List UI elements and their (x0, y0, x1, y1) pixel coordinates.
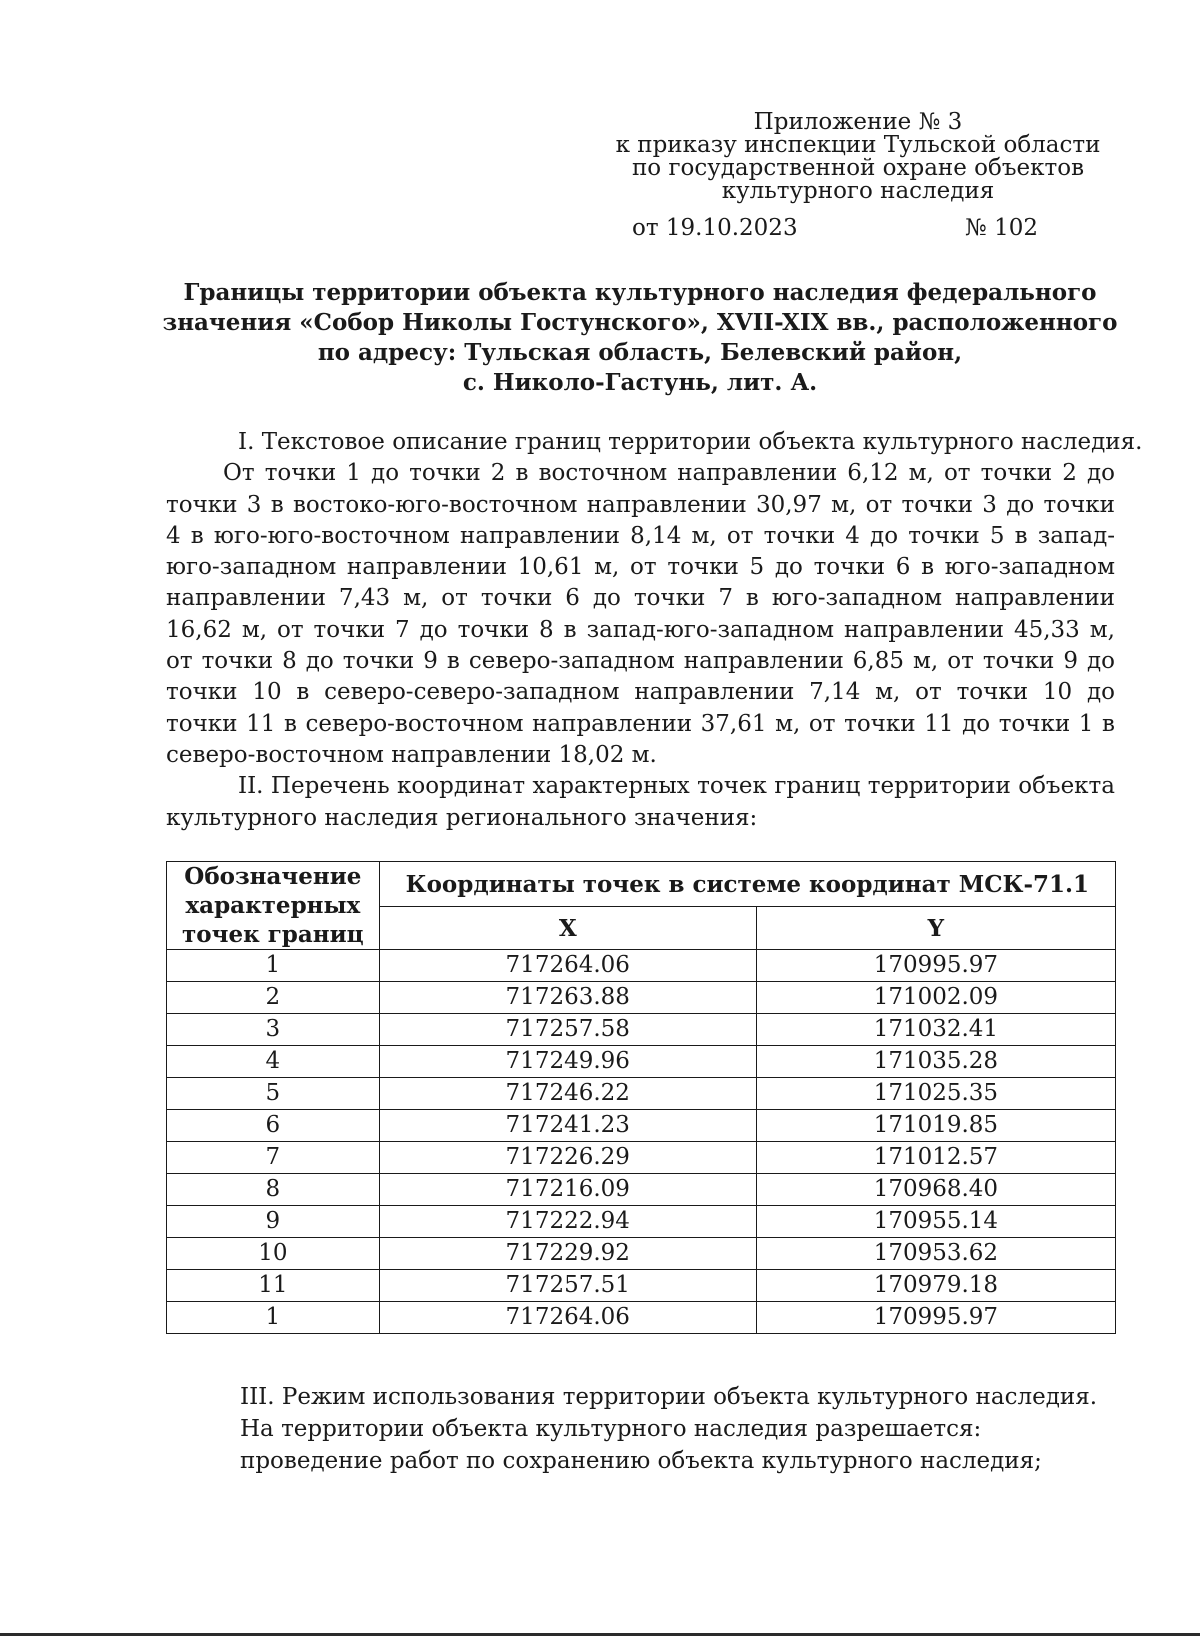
attachment-label: Приложение № 3 (753, 109, 963, 135)
cell-point: 3 (167, 1014, 380, 1046)
cell-y: 171012.57 (756, 1142, 1115, 1174)
header-coordinate-system: Координаты точек в системе координат МСК-71.1 (379, 862, 1115, 907)
cell-point: 2 (167, 982, 380, 1014)
cell-y: 170979.18 (756, 1270, 1115, 1302)
cell-x: 717257.58 (379, 1014, 756, 1046)
section-3-heading: III. Режим использования территории объекта культурного наследия. (240, 1384, 1098, 1410)
table-row (167, 1046, 1116, 1078)
cell-y: 171025.35 (756, 1078, 1115, 1110)
cell-y: 170953.62 (756, 1238, 1115, 1270)
cell-x: 717257.51 (379, 1270, 756, 1302)
cell-x: 717264.06 (379, 1302, 756, 1334)
cell-y: 171019.85 (756, 1110, 1115, 1142)
table-row (167, 982, 1116, 1014)
cell-point: 5 (167, 1078, 380, 1110)
cell-x: 717264.06 (379, 950, 756, 982)
table-row (167, 1174, 1116, 1206)
section-1-paragraph: От точки 1 до точки 2 в восточном направлении 6,12 м, от точки 2 до точки 3 в востоко-юго-восточном направлении 30,97 м, от точки 3 до точки 4 в юго-юго-восточном направлении 8,14 м, от точки 4 до точки 5 в запад-юго-западном направлении 10,61 м, от точки 5 до точки 6 в юго-западном направлении 7,43 м, от точки 6 до точки 7 в юго-западном направлении 16,62 м, от точки 7 до точки 8 в запад-юго-западном направлении 45,33 м, от точки 8 до точки 9 в северо-западном направлении 6,85 м, от точки 9 до точки 10 в северо-северо-западном направлении 7,14 м, от точки 10 до точки 11 в северо-восточном направлении 37,61 м, от точки 11 до точки 1 в северо-восточном направлении 18,02 м. (166, 460, 1115, 768)
table-row (167, 1142, 1116, 1174)
order-date: от 19.10.2023 (632, 215, 798, 241)
cell-point: 10 (167, 1238, 380, 1270)
order-number: № 102 (965, 215, 1038, 241)
title-line: Границы территории объекта культурного наследия федерального (183, 279, 1097, 306)
main-body (166, 427, 1143, 834)
header-point-designation: Обозначение характерных точек границ (167, 862, 380, 950)
cell-point: 11 (167, 1270, 380, 1302)
title-line: с. Николо-Гастунь, лит. А. (462, 369, 818, 396)
cell-y: 170995.97 (756, 1302, 1115, 1334)
table-row (167, 1302, 1116, 1334)
page-bottom-edge (0, 1633, 1200, 1636)
section-1-heading: I. Текстовое описание границ территории объекта культурного наследия. (238, 429, 1143, 455)
order-reference-line: культурного наследия (721, 178, 995, 204)
cell-point: 6 (167, 1110, 380, 1142)
cell-y: 171002.09 (756, 982, 1115, 1014)
cell-x: 717241.23 (379, 1110, 756, 1142)
order-reference-line: к приказу инспекции Тульской области (615, 132, 1101, 158)
table-row (167, 1110, 1116, 1142)
cell-point: 7 (167, 1142, 380, 1174)
table-row (167, 1078, 1116, 1110)
cell-point: 9 (167, 1206, 380, 1238)
cell-y: 170995.97 (756, 950, 1115, 982)
order-reference-line: по государственной охране объектов (631, 155, 1085, 181)
section-3 (240, 1381, 1097, 1477)
section-2-paragraph: II. Перечень координат характерных точек границ территории объекта культурного наследия регионального значения: (166, 773, 1115, 831)
table-row (167, 1014, 1116, 1046)
header-y: Y (756, 907, 1115, 950)
cell-x: 717226.29 (379, 1142, 756, 1174)
cell-x: 717222.94 (379, 1206, 756, 1238)
cell-y: 171035.28 (756, 1046, 1115, 1078)
document-title (160, 278, 1120, 398)
section-3-line: На территории объекта культурного наследия разрешается: (240, 1416, 982, 1442)
attachment-header (598, 111, 1118, 203)
cell-x: 717229.92 (379, 1238, 756, 1270)
title-line: по адресу: Тульская область, Белевский район, (317, 339, 963, 366)
table-row (167, 1206, 1116, 1238)
header-x: X (379, 907, 756, 950)
title-line: значения «Собор Николы Гостунского», XVII-XIX вв., расположенного (162, 309, 1118, 336)
cell-y: 170968.40 (756, 1174, 1115, 1206)
cell-point: 1 (167, 1302, 380, 1334)
cell-x: 717246.22 (379, 1078, 756, 1110)
cell-point: 1 (167, 950, 380, 982)
cell-x: 717263.88 (379, 982, 756, 1014)
coordinates-table-body (167, 950, 1116, 1334)
coordinates-table (166, 861, 1116, 1334)
table-row (167, 950, 1116, 982)
cell-y: 170955.14 (756, 1206, 1115, 1238)
section-3-line: проведение работ по сохранению объекта культурного наследия; (240, 1448, 1042, 1474)
cell-point: 4 (167, 1046, 380, 1078)
cell-x: 717249.96 (379, 1046, 756, 1078)
table-row (167, 1238, 1116, 1270)
table-row (167, 1270, 1116, 1302)
cell-y: 171032.41 (756, 1014, 1115, 1046)
cell-x: 717216.09 (379, 1174, 756, 1206)
cell-point: 8 (167, 1174, 380, 1206)
